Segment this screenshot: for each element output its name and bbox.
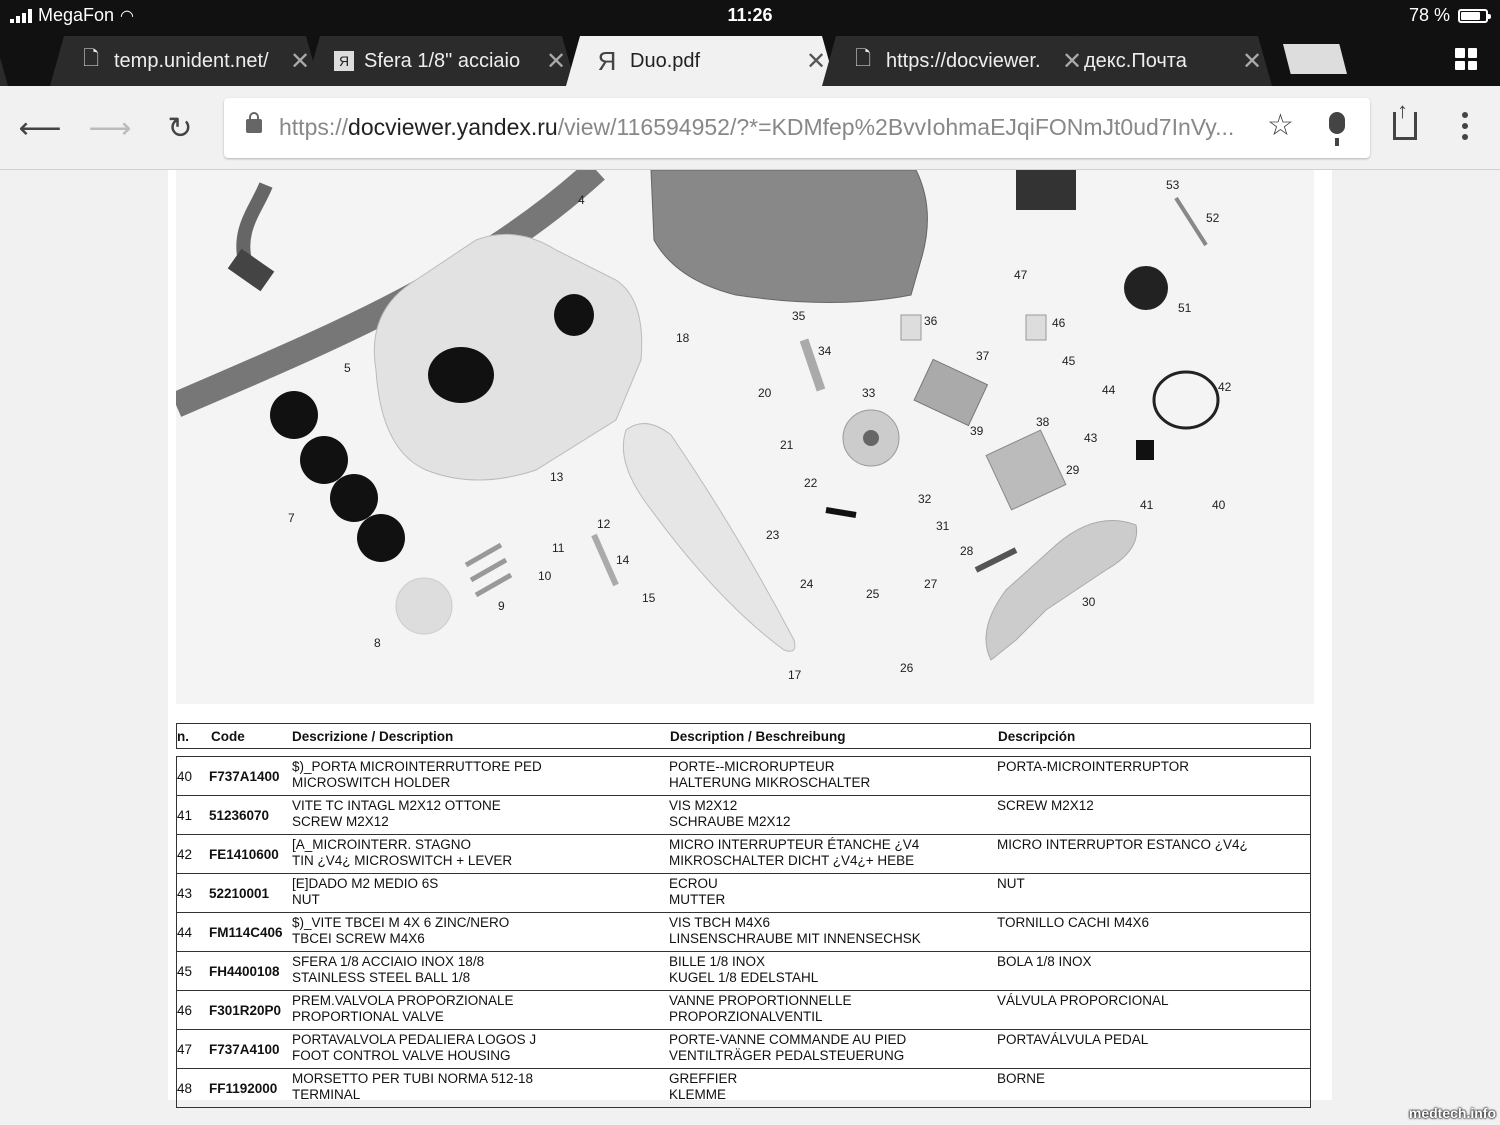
- table-row: [176, 835, 1311, 874]
- header-desc-it: Descrizione / Description: [292, 729, 454, 744]
- callout-label: 51: [1178, 301, 1192, 315]
- tab-title: декс.Почта: [1084, 49, 1187, 72]
- callout-label: 47: [1014, 268, 1028, 282]
- part-number: 48: [177, 1081, 193, 1096]
- part-code: F737A4100: [209, 1042, 280, 1057]
- callout-label: 38: [1036, 415, 1050, 429]
- tab-strip: [0, 32, 1500, 86]
- callout-label: 20: [758, 386, 772, 400]
- page-icon: 🗋: [854, 48, 872, 70]
- status-bar: [0, 0, 1500, 32]
- desc-fr: PORTE--MICRORUPTEUR HALTERUNG MIKROSCHALTER: [669, 759, 871, 790]
- wifi-icon: ◠: [120, 7, 135, 25]
- desc-es: VÁLVULA PROPORCIONAL: [997, 993, 1169, 1008]
- tab-duo-pdf[interactable]: [566, 36, 836, 86]
- desc-fr: GREFFIER KLEMME: [669, 1071, 738, 1102]
- yandex-icon: Я: [334, 51, 354, 71]
- table-row: [176, 757, 1311, 796]
- callout-label: 7: [288, 511, 295, 525]
- callout-label: 5: [344, 361, 351, 375]
- callout-label: 21: [780, 438, 794, 452]
- close-icon[interactable]: ✕: [1241, 47, 1263, 75]
- desc-fr: VIS TBCH M4X6 LINSENSCHRAUBE MIT INNENSECHSK: [669, 915, 921, 946]
- exploded-parts-diagram: [176, 170, 1314, 704]
- part-code: F737A1400: [209, 769, 280, 784]
- desc-it: VITE TC INTAGL M2X12 OTTONE SCREW M2X12: [292, 798, 501, 829]
- new-tab-button[interactable]: [1283, 44, 1347, 74]
- tab-0[interactable]: [0, 36, 8, 86]
- desc-it: PREM.VALVOLA PROPORZIONALE PROPORTIONAL VALVE: [292, 993, 514, 1024]
- part-number: 47: [177, 1042, 193, 1057]
- forward-button[interactable]: ⟶: [88, 111, 132, 145]
- back-button[interactable]: ⟵: [18, 111, 62, 145]
- table-row: [176, 952, 1311, 991]
- desc-es: MICRO INTERRUPTOR ESTANCO ¿V4¿: [997, 837, 1248, 852]
- desc-fr: VANNE PROPORTIONNELLE PROPORZIONALVENTIL: [669, 993, 852, 1024]
- desc-it: [E]DADO M2 MEDIO 6S NUT: [292, 876, 439, 907]
- part-code: 51236070: [209, 808, 270, 823]
- desc-fr: PORTE-VANNE COMMANDE AU PIED VENTILTRÄGER PEDALSTEUERUNG: [669, 1032, 907, 1063]
- desc-es: PORTA-MICROINTERRUPTOR: [997, 759, 1190, 774]
- callout-label: 18: [676, 331, 690, 345]
- callout-label: 41: [1140, 498, 1154, 512]
- callout-label: 9: [498, 599, 505, 613]
- address-bar[interactable]: [224, 98, 1370, 158]
- yandex-icon: Я: [597, 45, 617, 76]
- callout-label: 39: [970, 424, 984, 438]
- callout-label: 8: [374, 636, 381, 650]
- close-icon[interactable]: ✕: [545, 47, 567, 75]
- parts-table: [176, 723, 1311, 1108]
- clock: 11:26: [727, 5, 773, 25]
- table-body: [176, 756, 1311, 1108]
- share-icon[interactable]: [1393, 112, 1417, 140]
- close-icon[interactable]: ✕: [289, 47, 311, 75]
- callout-label: 17: [788, 668, 802, 682]
- callout-label: 11: [552, 541, 565, 555]
- desc-es: NUT: [997, 876, 1025, 891]
- carrier-name: MegaFon: [38, 5, 115, 25]
- part-code: FH4400108: [209, 964, 280, 979]
- tab-title: https://docviewer.: [886, 49, 1041, 72]
- desc-it: [A_MICROINTERR. STAGNO TIN ¿V4¿ MICROSWITCH + LEVER: [292, 837, 513, 868]
- callout-label: 44: [1102, 383, 1116, 397]
- reload-button[interactable]: ↻: [167, 111, 193, 145]
- callout-label: 31: [936, 519, 950, 533]
- callout-label: 15: [642, 591, 656, 605]
- callout-label: 4: [578, 193, 585, 207]
- callout-label: 24: [800, 577, 814, 591]
- tab-yandex-mail[interactable]: [1062, 36, 1272, 86]
- tab-temp-unident[interactable]: [50, 36, 320, 86]
- part-code: FM114C406: [209, 925, 283, 940]
- header-desc-fr: Description / Beschreibung: [670, 729, 846, 744]
- close-icon[interactable]: ✕: [1061, 47, 1083, 75]
- callout-label: 43: [1084, 431, 1098, 445]
- tab-sfera[interactable]: [306, 36, 576, 86]
- callout-label: 45: [1062, 354, 1076, 368]
- part-code: F301R20P0: [209, 1003, 282, 1018]
- desc-es: BORNE: [997, 1071, 1046, 1086]
- table-header: [176, 723, 1311, 749]
- callout-label: 35: [792, 309, 806, 323]
- tab-title: Sfera 1/8" acciaio: [364, 49, 521, 72]
- callout-label: 22: [804, 476, 818, 490]
- part-code: 52210001: [209, 886, 270, 901]
- desc-es: SCREW M2X12: [997, 798, 1094, 813]
- header-desc-es: Descripción: [998, 729, 1076, 744]
- callout-label: 27: [924, 577, 938, 591]
- part-number: 42: [177, 847, 193, 862]
- desc-fr: BILLE 1/8 INOX KUGEL 1/8 EDELSTAHL: [669, 954, 819, 985]
- lock-icon: [246, 119, 262, 133]
- document-viewer[interactable]: [0, 170, 1500, 1125]
- tab-switcher-icon[interactable]: [1455, 48, 1477, 70]
- desc-fr: VIS M2X12 SCHRAUBE M2X12: [669, 798, 791, 829]
- callout-label: 52: [1206, 211, 1220, 225]
- part-code: FE1410600: [209, 847, 279, 862]
- desc-it: MORSETTO PER TUBI NORMA 512-18 TERMINAL: [292, 1071, 534, 1102]
- callout-label: 32: [918, 492, 932, 506]
- close-icon[interactable]: ✕: [805, 47, 827, 75]
- plate-shape: [651, 170, 927, 303]
- status-right: [1409, 5, 1488, 26]
- desc-it: SFERA 1/8 ACCIAIO INOX 18/8 STAINLESS STEEL BALL 1/8: [292, 954, 485, 985]
- callout-label: 14: [616, 553, 630, 567]
- desc-it: PORTAVALVOLA PEDALIERA LOGOS J FOOT CONTROL VALVE HOUSING: [292, 1032, 537, 1063]
- callout-label: 23: [766, 528, 780, 542]
- battery-percent: 78 %: [1408, 5, 1450, 25]
- callout-label: 26: [900, 661, 914, 675]
- desc-es: PORTAVÁLVULA PEDAL: [997, 1032, 1149, 1047]
- tab-title: temp.unident.net/: [114, 49, 269, 72]
- microphone-icon[interactable]: [1329, 112, 1345, 134]
- watermark: medtech.info: [1408, 1105, 1496, 1121]
- desc-it: $)_PORTA MICROINTERRUTTORE PED MICROSWITCH HOLDER: [292, 759, 542, 790]
- callout-label: 53: [1166, 178, 1180, 192]
- callout-label: 28: [960, 544, 974, 558]
- desc-es: BOLA 1/8 INOX: [997, 954, 1092, 969]
- callout-label: 34: [818, 344, 832, 358]
- part-number: 44: [177, 925, 193, 940]
- header-code: Code: [211, 729, 245, 744]
- table-row: [176, 913, 1311, 952]
- table-row: [176, 1069, 1311, 1108]
- callout-label: 13: [550, 470, 564, 484]
- url-text[interactable]: https://docviewer.yandex.ru/view/116594952/?*=KDMfep%2BvvIohmaEJqiFONmJt0ud7InVy...: [279, 114, 1235, 140]
- cover-shape: [374, 234, 641, 480]
- part-number: 46: [177, 1003, 193, 1018]
- callout-label: 42: [1218, 380, 1232, 394]
- callout-label: 25: [866, 587, 880, 601]
- part-number: 40: [177, 769, 193, 784]
- part-number: 43: [177, 886, 193, 901]
- callout-label: 12: [597, 517, 611, 531]
- part-number: 45: [177, 964, 193, 979]
- part-number: 41: [177, 808, 193, 823]
- page-icon: 🗋: [82, 48, 100, 70]
- battery-icon: [1458, 9, 1488, 23]
- desc-it: $)_VITE TBCEI M 4X 6 ZINC/NERO TBCEI SCREW M4X6: [292, 915, 510, 946]
- desc-fr: ECROU MUTTER: [669, 876, 726, 907]
- table-row: [176, 991, 1311, 1030]
- header-n: n.: [177, 729, 189, 744]
- tab-docviewer[interactable]: [822, 36, 1092, 86]
- desc-fr: MICRO INTERRUPTEUR ÉTANCHE ¿V4 MIKROSCHALTER DICHT ¿V4¿+ HEBE: [669, 837, 920, 868]
- part-code: FF1192000: [209, 1081, 278, 1096]
- tab-title: Duo.pdf: [630, 49, 701, 72]
- desc-es: TORNILLO CACHI M4X6: [997, 915, 1150, 930]
- bookmark-star-icon[interactable]: ☆: [1267, 109, 1294, 142]
- callout-label: 29: [1066, 463, 1080, 477]
- table-row: [176, 874, 1311, 913]
- callout-label: 33: [862, 386, 876, 400]
- browser-toolbar: [0, 86, 1500, 170]
- callout-label: 36: [924, 314, 938, 328]
- pdf-page: [168, 170, 1332, 1100]
- menu-icon[interactable]: [1462, 112, 1468, 145]
- callout-label: 37: [976, 349, 990, 363]
- table-row: [176, 1030, 1311, 1069]
- callout-label: 46: [1052, 316, 1066, 330]
- table-row: [176, 796, 1311, 835]
- callout-label: 10: [538, 569, 552, 583]
- callout-label: 30: [1082, 595, 1096, 609]
- callout-label: 40: [1212, 498, 1226, 512]
